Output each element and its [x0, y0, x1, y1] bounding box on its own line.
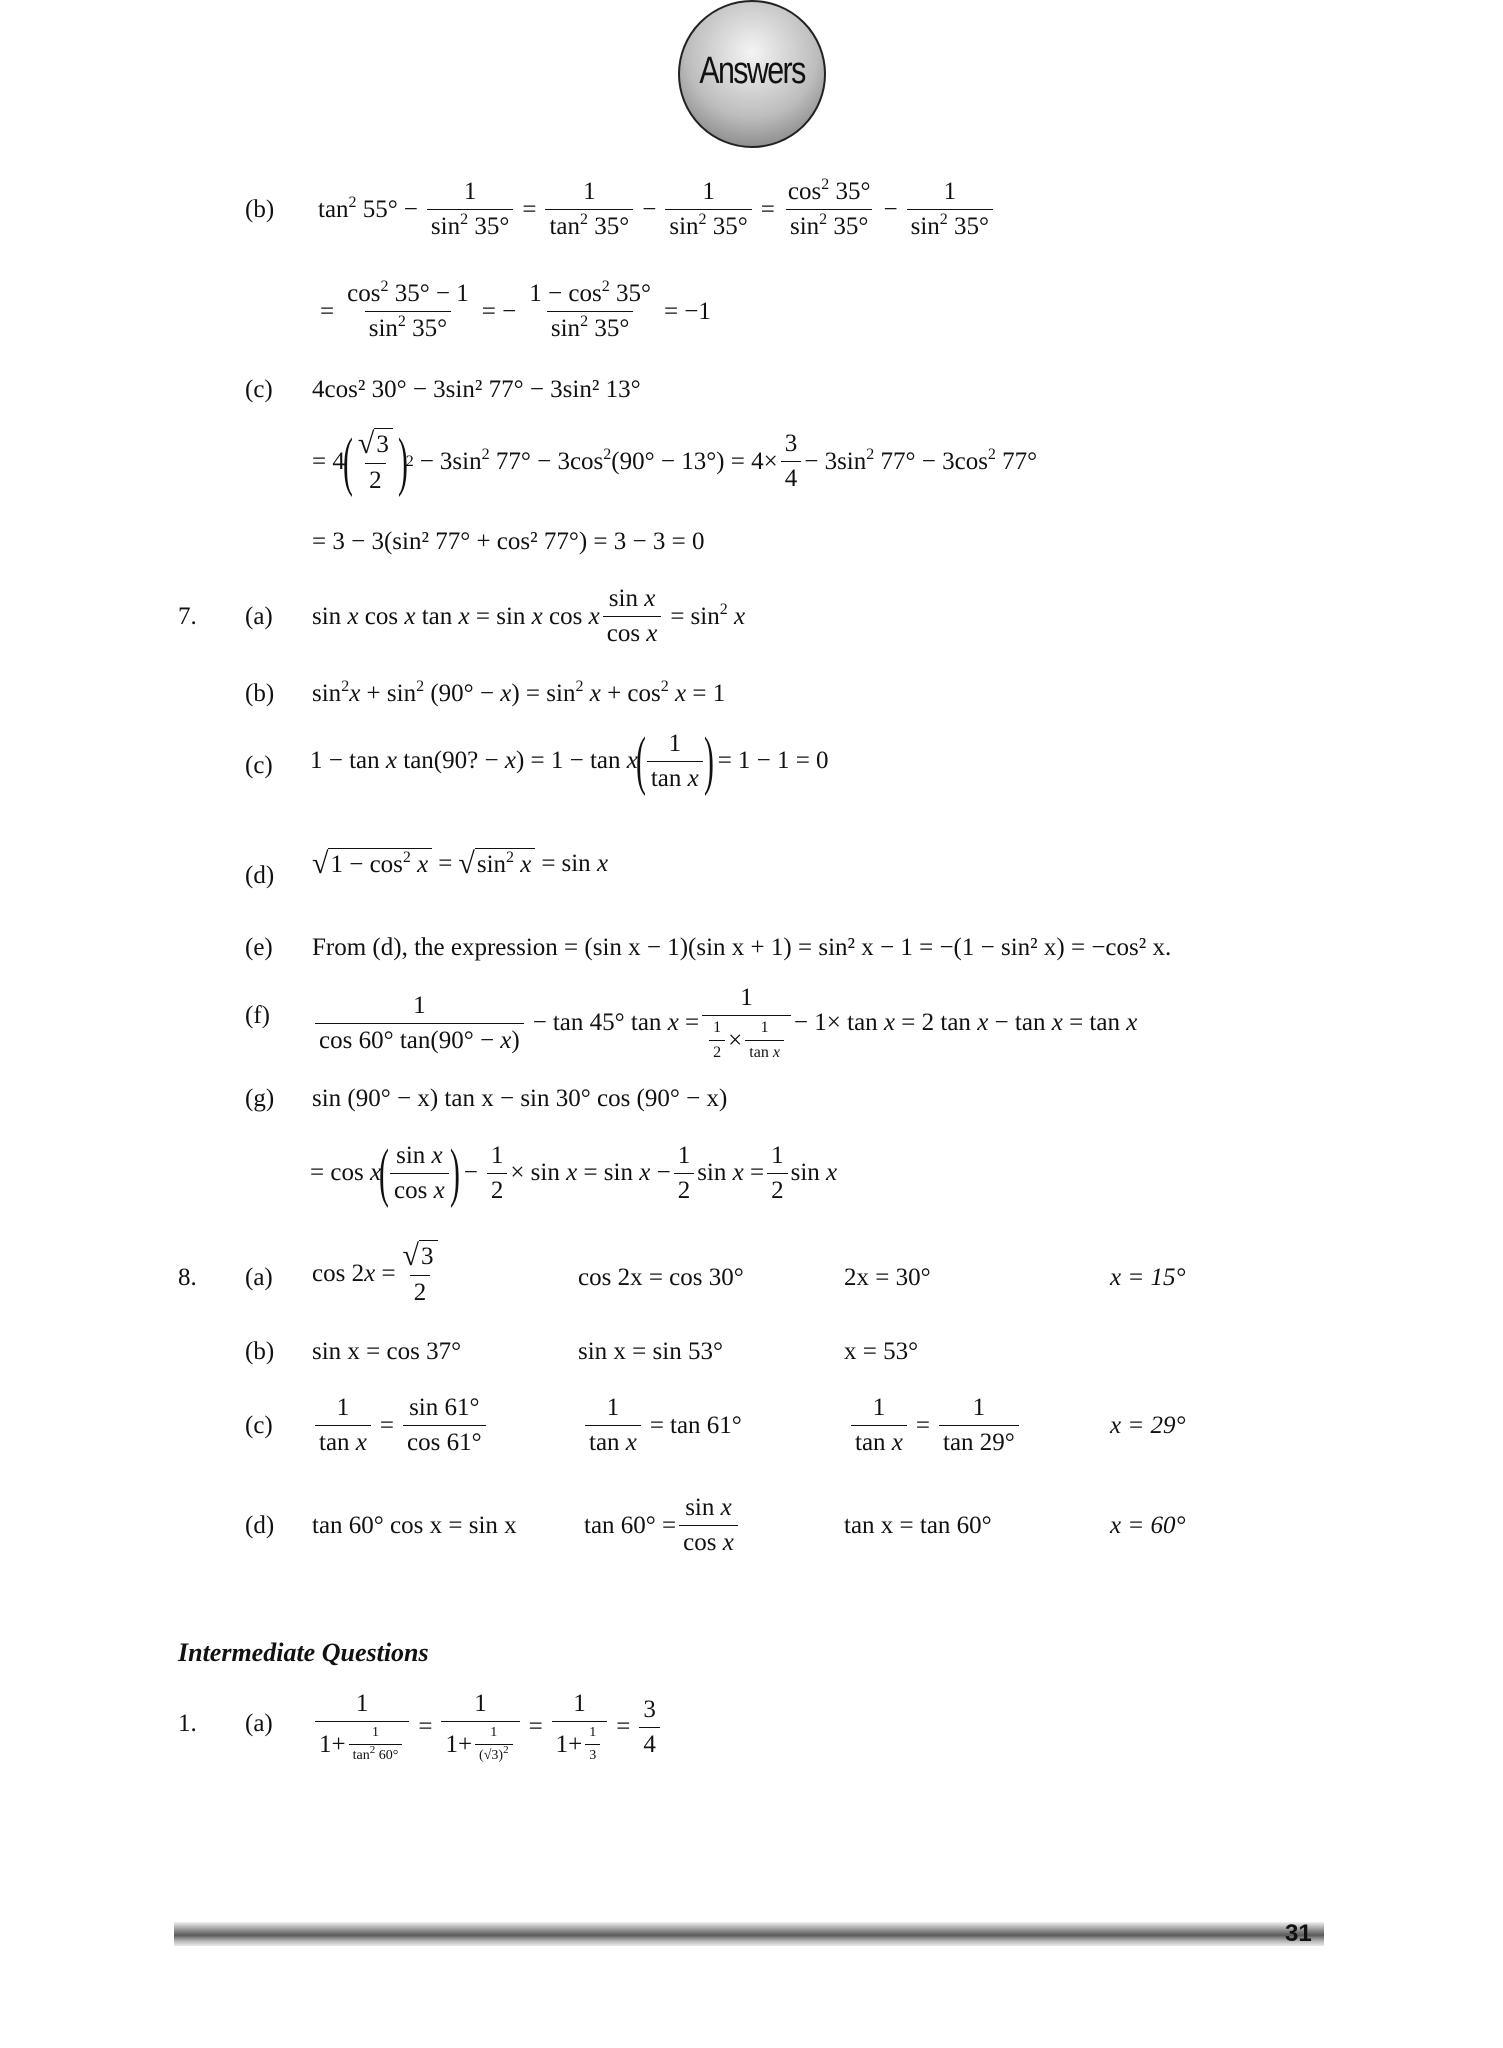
- q8d-step1: tan 60° cos x = sin x: [312, 1512, 517, 1539]
- q7g-line1: sin (90° − x) tan x − sin 30° cos (90° − x): [312, 1085, 728, 1112]
- q7c-expr: 1 − tan x tan(90? − x) = 1 − tan x ( $\frac{1}{\text{tan x}}$ ) = 1 − 1 = 0: [310, 724, 829, 797]
- q8d-label: (d): [245, 1512, 275, 1539]
- badge-title: Answers: [699, 50, 805, 92]
- q7b-label: (b): [245, 680, 275, 707]
- q8b-label: (b): [245, 1338, 275, 1365]
- q6b-label: (b): [245, 196, 275, 223]
- q6c-line3: = 3 − 3(sin² 77° + cos² 77°) = 3 − 3 = 0: [312, 528, 705, 555]
- q7f-label: (f): [245, 1002, 270, 1029]
- footer-bar: [174, 1922, 1324, 1946]
- q6b-line1: $\tan^2 55^\circ$ − $\frac{1}{\sin^2 35^\circ}$ = $\frac{1}{\tan^2 35^\circ}$ − $\frac{1}{\sin^2 35^\circ}$ = $\frac{\cos^2 35^\circ}{\sin^2 35^\circ}$ − $\frac{1}{\sin^2 35^\circ}$: [318, 178, 996, 241]
- q8a-label: (a): [245, 1264, 273, 1291]
- q7e-text: From (d), the expression = (sin x − 1)(sin x + 1) = sin² x − 1 = −(1 − sin² x) = −cos² x.: [312, 934, 1172, 961]
- intermediate-heading: Intermediate Questions: [178, 1638, 429, 1667]
- q8c-step3: $\frac{1}{\text{tan x}}$ = $\frac{1}{\tan 29^\circ}$: [848, 1394, 1022, 1457]
- q7f-expr: $\frac{1}{\cos 60^\circ \tan(90^\circ - x)}$ − tan 45° tan x = 1 $\frac{1}{2}$ × $\frac{1}{\text{tan x}}$ − 1× tan x = 2 tan x − tan x = tan x: [312, 984, 1137, 1062]
- q6c-line1: 4cos² 30° − 3sin² 77° − 3sin² 13°: [312, 376, 641, 403]
- q8c-step1: $\frac{1}{\text{tan x}}$ = $\frac{\sin 61^\circ}{\cos 61^\circ}$: [312, 1394, 489, 1457]
- q8d-answer: x = 60°: [1110, 1512, 1186, 1539]
- q8c-answer: x = 29°: [1110, 1412, 1186, 1439]
- q7d-label: (d): [245, 862, 275, 889]
- q6c-label: (c): [245, 376, 273, 403]
- q8-number: 8.: [178, 1264, 197, 1291]
- q8c-step2: $\frac{1}{\text{tan x}}$ = tan 61°: [582, 1394, 742, 1457]
- q7a-label: (a): [245, 603, 273, 630]
- q6c-line2: = 4 ( √ 3 2 ) 2 − $3\sin^2$ $77^\circ - 3\cos^2(90^\circ - 13^\circ) = 4\times$ $\frac{3}{4}$ − $3\sin^2$ $77^\circ - 3\cos^2$ 77°: [312, 424, 1038, 498]
- q8a-step2: cos 2x = cos 30°: [578, 1264, 744, 1291]
- q8b-step2: sin x = sin 53°: [578, 1338, 723, 1365]
- q7b-expr: $\sin^2x + \sin^2 (90^\circ - x) = \sin^2 x + \cos^2 x = 1$: [312, 678, 726, 707]
- q7-number: 7.: [178, 603, 197, 630]
- q8b-step3: x = 53°: [844, 1338, 919, 1365]
- q8d-step3: tan x = tan 60°: [844, 1512, 992, 1539]
- q8c-label: (c): [245, 1412, 273, 1439]
- q7g-label: (g): [245, 1085, 275, 1112]
- q7e-label: (e): [245, 934, 273, 961]
- q7a-expr: sin x cos x tan x = sin x cos x $\frac{\text{sin x}}{\text{cos x}}$ = $\sin^2 x$: [312, 585, 746, 647]
- int-q1a-expr: 1 1+ $\frac{1}{\tan^2 60^\circ}$ = 1 1+ $\frac{1}{(√3)^2}$ = 1 1+ $\frac{1}{3}$ = $\frac{3}{4}$: [312, 1690, 663, 1764]
- answers-badge: [678, 0, 826, 148]
- page-number: 31: [1285, 1920, 1312, 1947]
- int-q1a-label: (a): [245, 1710, 273, 1737]
- q8a-step1: cos 2x = √ 3 2: [312, 1240, 445, 1307]
- int-q1-number: 1.: [178, 1710, 197, 1737]
- q8d-step2: tan 60° = $\frac{\text{sin x}}{\text{cos x}}$: [584, 1494, 741, 1557]
- q7g-line2: = cos x ( $\frac{\text{sin x}}{\text{cos x}}$ ) − $\frac{1}{2}$ × sin x = sin x − $\frac{1}{2}$ sin x = $\frac{1}{2}$ sin x: [310, 1136, 838, 1209]
- q7d-expr: √ $1 - \cos^2 x$ = √ $\sin^2 x$ = sin x: [312, 847, 609, 880]
- q8a-answer: x = 15°: [1110, 1264, 1186, 1291]
- q6b-line2: = $\frac{\cos^2 35^\circ - 1}{\sin^2 35^\circ}$ = − $\frac{1 - \cos^2 35^\circ}{\sin^2 35^\circ}$ = −1: [320, 278, 711, 342]
- q8a-step3: 2x = 30°: [844, 1264, 931, 1291]
- q8b-step1: sin x = cos 37°: [312, 1338, 462, 1365]
- q7c-label: (c): [245, 752, 273, 779]
